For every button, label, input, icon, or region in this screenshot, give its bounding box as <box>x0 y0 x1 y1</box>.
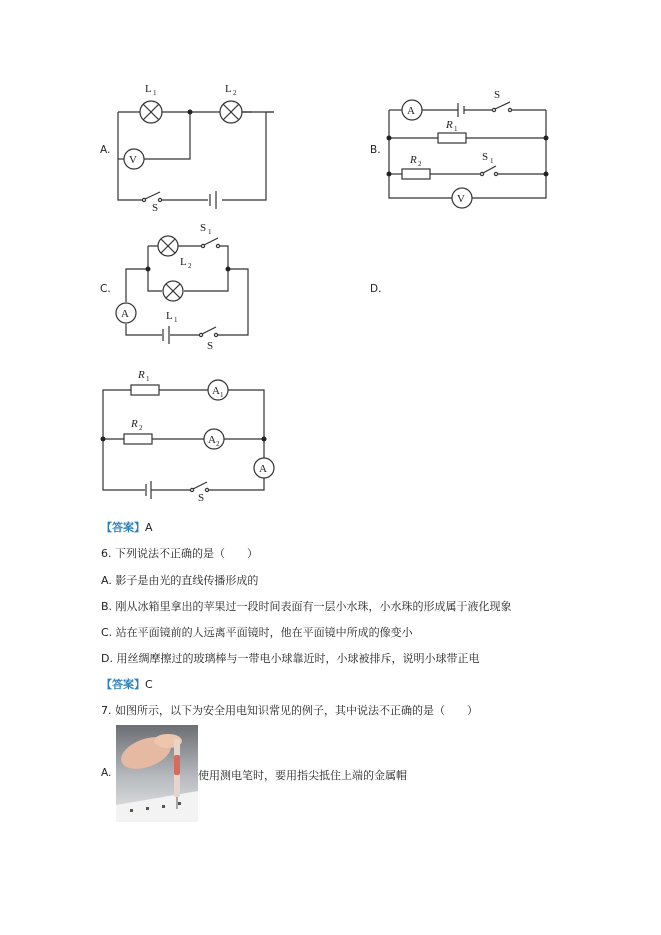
resistor-r1-icon <box>438 133 466 143</box>
question-6-option-c: C. 站在平面镜前的人远离平面镜时，他在平面镜中所成的像变小 <box>101 626 413 639</box>
resistor-r1-icon <box>131 385 159 395</box>
l2-label: L <box>180 256 187 268</box>
battery-icon <box>163 326 169 344</box>
l2-label: L <box>225 83 232 95</box>
question-6-stem: 6. 下列说法不正确的是（ ） <box>101 547 258 560</box>
r1-label: R <box>446 119 453 131</box>
svg-text:2: 2 <box>188 262 192 270</box>
switch-s-label: S <box>198 492 205 502</box>
svg-text:1: 1 <box>208 228 212 236</box>
s1-label: S <box>200 222 207 234</box>
switch-s1-icon <box>201 238 219 248</box>
svg-text:1: 1 <box>153 89 157 97</box>
lamp-l2-icon <box>220 101 242 123</box>
resistor-r2-icon <box>124 434 152 444</box>
option-a-label: A. <box>100 144 111 156</box>
ammeter-label: A <box>121 308 129 320</box>
question-6-option-b: B. 刚从冰箱里拿出的苹果过一段时间表面有一层小水珠，小水珠的形成属于液化现象 <box>101 600 512 613</box>
question-7-option-a-label: A. <box>101 767 112 779</box>
l1-label: L <box>145 83 152 95</box>
ammeter-label: A <box>259 463 267 475</box>
question-7-stem: 7. 如图所示，以下为安全用电知识常见的例子，其中说法不正确的是（ ） <box>101 704 478 717</box>
r2-label: R <box>131 418 138 430</box>
a1-label: A <box>212 385 220 397</box>
option-c-label: C. <box>100 283 111 295</box>
answer-label: 【答案】 <box>101 678 145 691</box>
switch-s-label: S <box>207 340 214 352</box>
junction-dot <box>188 110 193 115</box>
lamp-l1-icon <box>163 281 183 301</box>
circuit-diagram-c <box>110 218 260 353</box>
test-pen-photo <box>116 725 198 822</box>
question-7-option-a-text: 使用测电笔时，要用指尖抵住上端的金属帽 <box>198 769 407 782</box>
r2-label: R <box>410 154 417 166</box>
s1-label: S <box>482 151 489 163</box>
switch-s1-icon <box>480 166 497 176</box>
option-d-label: D. <box>370 283 382 295</box>
lamp-l2-icon <box>158 236 178 256</box>
svg-text:1: 1 <box>454 125 458 133</box>
svg-text:1: 1 <box>490 157 494 165</box>
voltmeter-label: V <box>129 154 137 166</box>
answer-q6 <box>101 676 153 692</box>
question-6-option-d: D. 用丝绸摩擦过的玻璃棒与一带电小球靠近时，小球被排斥，说明小球带正电 <box>101 652 480 665</box>
question-6-option-a: A. 影子是由光的直线传播形成的 <box>101 574 259 587</box>
answer-value: C <box>145 678 153 691</box>
svg-text:1: 1 <box>220 391 224 399</box>
circuit-diagram-b <box>380 86 555 216</box>
svg-text:2: 2 <box>233 89 237 97</box>
lamp-l1-icon <box>140 101 162 123</box>
svg-text:2: 2 <box>216 440 220 448</box>
svg-text:2: 2 <box>139 424 143 432</box>
r1-label: R <box>138 369 145 381</box>
voltmeter-label: V <box>457 193 465 205</box>
option-b-label: B. <box>370 144 381 156</box>
ammeter-label: A <box>407 105 415 117</box>
switch-s-icon <box>199 327 217 337</box>
svg-text:2: 2 <box>418 160 422 168</box>
answer-q5 <box>101 519 153 535</box>
battery-icon <box>210 191 216 209</box>
svg-text:1: 1 <box>174 316 178 324</box>
switch-s-icon <box>492 102 511 112</box>
switch-icon <box>142 192 161 202</box>
l1-label: L <box>166 310 173 322</box>
circuit-diagram-d <box>95 362 280 502</box>
switch-s-label: S <box>494 89 501 101</box>
switch-label: S <box>152 202 159 213</box>
a2-label: A <box>208 434 216 446</box>
answer-value: A <box>145 521 153 534</box>
circuit-diagram-a <box>110 78 280 213</box>
answer-label: 【答案】 <box>101 521 145 534</box>
battery-icon <box>146 481 151 499</box>
battery-icon <box>458 103 464 117</box>
switch-s-icon <box>190 482 208 492</box>
resistor-r2-icon <box>402 169 430 179</box>
svg-text:1: 1 <box>146 375 150 383</box>
